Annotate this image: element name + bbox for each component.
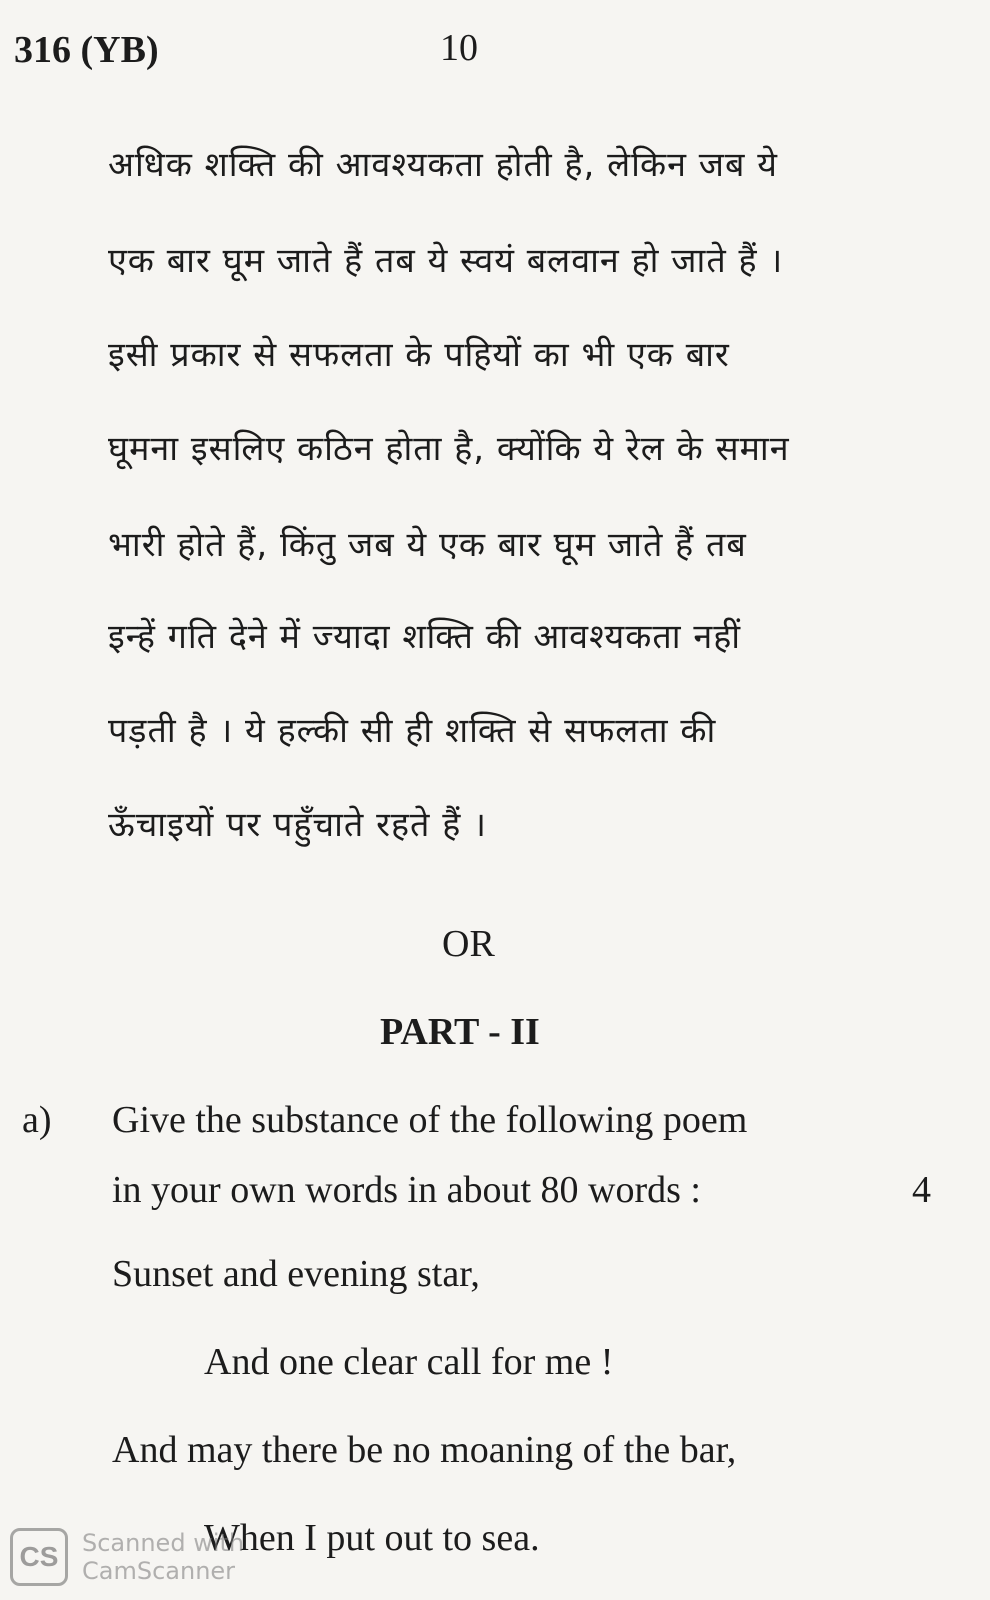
poem-line: And one clear call for me ! [204, 1341, 614, 1383]
poem-line: Sunset and evening star, [112, 1253, 480, 1295]
poem-line: When I put out to sea. [204, 1517, 540, 1559]
camscanner-watermark [10, 1528, 244, 1586]
poem-line: And may there be no moaning of the bar, [112, 1429, 737, 1471]
watermark-text [82, 1529, 244, 1585]
question-label: a) [22, 1099, 52, 1141]
watermark-line: CamScanner [82, 1557, 236, 1585]
hindi-passage-line: पड़ती है । ये हल्की सी ही शक्ति से सफलता की [108, 711, 717, 751]
camscanner-logo-icon: CS [10, 1528, 68, 1586]
paper-code: 316 (YB) [14, 29, 159, 71]
hindi-passage-line: भारी होते हैं, किंतु जब ये एक बार घूम जाते हैं तब [108, 525, 747, 565]
hindi-passage-line: एक बार घूम जाते हैं तब ये स्वयं बलवान हो जाते हैं । [108, 241, 784, 281]
hindi-passage-line: अधिक शक्ति की आवश्यकता होती है, लेकिन जब ये [108, 145, 778, 185]
hindi-passage-line: इन्हें गति देने में ज्यादा शक्ति की आवश्यकता नहीं [108, 617, 742, 657]
page-number: 10 [440, 27, 478, 69]
question-text-line: in your own words in about 80 words : [112, 1169, 701, 1211]
question-text-line: Give the substance of the following poem [112, 1099, 748, 1141]
hindi-passage-line: ऊँचाइयों पर पहुँचाते रहते हैं । [108, 805, 487, 845]
watermark-line: Scanned with [82, 1529, 245, 1557]
hindi-passage-line: इसी प्रकार से सफलता के पहियों का भी एक बार [108, 335, 730, 375]
question-marks: 4 [912, 1169, 931, 1211]
hindi-passage-line: घूमना इसलिए कठिन होता है, क्योंकि ये रेल के समान [108, 429, 790, 469]
part-heading: PART - II [380, 1011, 540, 1053]
or-separator: OR [442, 923, 495, 965]
